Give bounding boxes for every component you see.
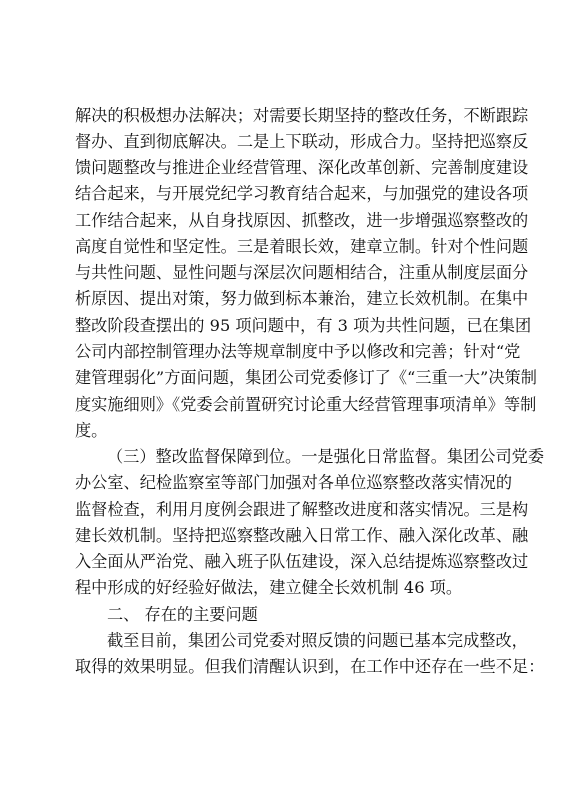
body-text-line: 度。 [75,421,108,440]
body-text-line: 建管理弱化”方面问题，集团公司党委修订了《“三重一大”决策制 [75,368,537,387]
body-text-line: 取得的效果明显。但我们清醒认识到，在工作中还存在一些不足： [75,657,545,676]
body-text-line: 整改阶段查摆出的 95 项问题中，有 3 项为共性问题，已在集团 [75,316,532,335]
body-text-line: 办公室、纪检监察室等部门加强对各单位巡察整改落实情况的 [75,473,513,492]
body-text-line: 解决的积极想办法解决；对需要长期坚持的整改任务，不断跟踪 [75,106,529,125]
body-text-line: 度实施细则》《党委会前置研究讨论重大经营管理事项清单》等制 [75,395,537,414]
body-text-line: 程中形成的好经验好做法，建立健全长效机制 46 项。 [75,578,463,597]
body-text-line: 公司内部控制管理办法等规章制度中予以修改和完善；针对“党 [75,342,521,361]
body-text-line: 高度自觉性和坚定性。三是着眼长效，建章立制。针对个性问题 [75,237,529,256]
body-text-line: 与共性问题、显性问题与深层次问题相结合，注重从制度层面分 [75,263,529,282]
body-text-line: 督办、直到彻底解决。二是上下联动，形成合力。坚持把巡察反 [75,132,529,151]
body-text-line: 馈问题整改与推进企业经营管理、深化改革创新、完善制度建设 [75,158,529,177]
body-text-line: 监督检查，利用月度例会跟进了解整改进度和落实情况。三是构 [75,500,529,519]
section-heading: 二、 存在的主要问题 [107,605,258,624]
body-text-line: 入全面从严治党、融入班子队伍建设，深入总结提炼巡察整改过 [75,552,529,571]
body-text-line: 析原因、提出对策，努力做到标本兼治，建立长效机制。在集中 [75,289,529,308]
body-text-line: 工作结合起来，从自身找原因、抓整改，进一步增强巡察整改的 [75,211,529,230]
body-text-line: 建长效机制。坚持把巡察整改融入日常工作、融入深化改革、融 [75,526,529,545]
paragraph-start: 截至目前，集团公司党委对照反馈的问题已基本完成整改， [107,631,528,650]
subsection-paragraph-start: （三）整改监督保障到位。一是强化日常监督。集团公司党委 [107,447,545,466]
body-text-line: 结合起来，与开展党纪学习教育结合起来，与加强党的建设各项 [75,184,529,203]
